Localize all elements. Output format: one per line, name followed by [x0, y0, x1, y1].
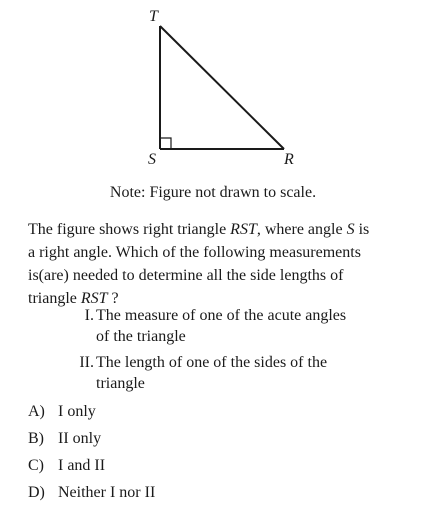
vertex-label-t: T [149, 8, 158, 25]
statement-list [70, 305, 390, 399]
stem-line-3: is(are) needed to determine all the side lengths of [28, 267, 344, 284]
stem-text: triangle [28, 290, 81, 307]
choice-letter: C) [28, 457, 44, 474]
statement-line: The measure of one of the acute angles [96, 307, 347, 324]
stem-text: is [354, 221, 370, 238]
statement-line: The length of one of the sides of the [96, 354, 328, 371]
statement-text [96, 305, 390, 347]
choice-text: Neither I nor II [58, 484, 156, 501]
answer-choices [28, 402, 328, 510]
statement-line: triangle [96, 375, 145, 392]
stem-angle-name: S [346, 221, 355, 238]
choice-letter: D) [28, 484, 45, 501]
choice-text: II only [58, 430, 102, 447]
stem-text: , where angle [256, 221, 347, 238]
question-stem [28, 218, 408, 310]
right-angle-marker [160, 138, 171, 149]
triangle-diagram [0, 0, 426, 175]
statement-line: of the triangle [96, 328, 186, 345]
stem-text: The figure shows right triangle [28, 221, 231, 238]
stem-triangle-name: RST [230, 221, 257, 238]
choice-letter: B) [28, 430, 44, 447]
stem-triangle-name: RST [80, 290, 108, 307]
vertex-label-s: S [148, 151, 156, 168]
statement-numeral: II. [79, 354, 94, 371]
triangle-figure [0, 0, 426, 175]
figure-note: Note: Figure not drawn to scale. [109, 184, 317, 201]
vertex-label-r: R [284, 151, 294, 168]
choice-b[interactable] [28, 429, 328, 456]
choice-d[interactable] [28, 483, 328, 510]
statement-text [96, 352, 390, 394]
statement-numeral: I. [84, 307, 94, 324]
stem-line-1 [28, 218, 408, 241]
choice-letter: A) [28, 403, 45, 420]
side-tr [160, 26, 284, 149]
choice-text: I and II [58, 457, 106, 474]
statement-i [70, 305, 390, 347]
choice-a[interactable] [28, 402, 328, 429]
stem-text: ? [107, 290, 119, 307]
choice-text: I only [58, 403, 96, 420]
stem-line-2: a right angle. Which of the following measurements [28, 244, 361, 261]
statement-ii [70, 352, 390, 394]
choice-c[interactable] [28, 456, 328, 483]
